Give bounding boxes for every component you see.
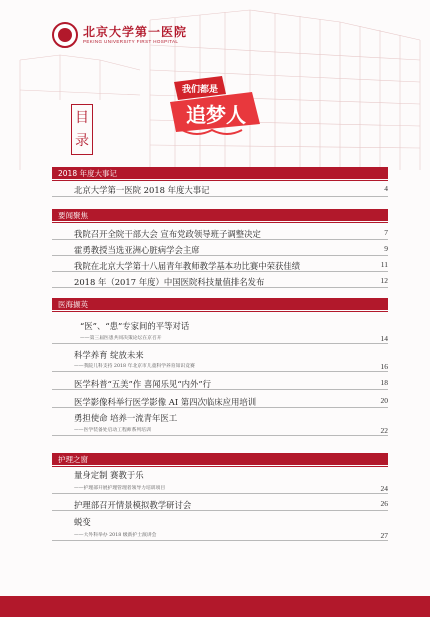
section-heading: 医海撷英	[52, 298, 388, 310]
section-news-focus	[52, 209, 388, 297]
section-annual-events	[52, 167, 388, 207]
toc-entry-subtitle-row	[52, 362, 388, 369]
toc-entry-title: “医”、“患”专家间的平等对话	[80, 321, 190, 331]
slogan-line-1: 我们都是	[182, 85, 219, 95]
section-heading: 护理之窗	[52, 453, 388, 465]
toc-title-char-2: 录	[75, 132, 89, 149]
toc-entry-title: 我院召开全院干部大会 宣布党政领导班子调整决定	[74, 229, 261, 239]
toc-entry-title: 蜕变	[74, 517, 91, 527]
toc-entry-page: 24	[380, 484, 388, 493]
toc-entry[interactable]	[52, 469, 388, 481]
toc-entry-page: 4	[384, 184, 388, 193]
toc-entry-subtitle: ——第三届医患共同决策论坛在京召开	[80, 336, 162, 341]
toc-entry-subtitle-row	[52, 531, 388, 538]
slogan-badge	[152, 72, 272, 140]
slogan-line-2: 追梦人	[186, 103, 246, 127]
toc-entry-title: 科学养育 绽放未来	[74, 350, 144, 360]
toc-entry-subtitle: ——医学装备处启动工程师系列培训	[74, 428, 151, 433]
toc-entry-subtitle-row	[52, 334, 388, 341]
toc-entry-subtitle: ——大外科举办 2018 级新护士演讲会	[74, 533, 157, 538]
section-medical-highlights	[52, 298, 388, 452]
toc-entry-page: 26	[380, 499, 388, 508]
toc-entry-subtitle-row	[52, 426, 388, 433]
toc-entry[interactable]	[52, 412, 388, 424]
toc-entry-page: 7	[384, 228, 388, 237]
section-nursing-window	[52, 453, 388, 553]
toc-entry-page: 20	[380, 396, 388, 405]
toc-entry-subtitle: ——我院儿科支持 2018 年北京市儿童科学养育知识竞赛	[74, 364, 195, 369]
toc-entry[interactable]	[52, 320, 388, 332]
toc-entry-subtitle: ——护理部开展护理管理者领导力培训项目	[74, 486, 166, 491]
hospital-seal-icon	[52, 22, 78, 48]
hospital-logo	[52, 22, 187, 48]
toc-entry-title: 北京大学第一医院 2018 年度大事记	[74, 185, 210, 195]
toc-entry-page: 14	[380, 334, 388, 343]
toc-entry-title: 勇担使命 培养一流青年医工	[74, 413, 178, 423]
section-heading: 2018 年度大事记	[52, 167, 388, 179]
toc-entry-title: 我院在北京大学第十八届青年教师教学基本功比赛中荣获佳绩	[74, 261, 301, 271]
toc-entry[interactable]	[52, 184, 388, 196]
toc-entry-title: 医学科普“五美”作 喜闻乐见“内外”行	[74, 379, 212, 389]
logo-english-name: PEKING UNIVERSITY FIRST HOSPITAL	[83, 39, 179, 44]
toc-entry-page: 9	[384, 244, 388, 253]
toc-entry-title: 霍勇教授当选亚洲心脏病学会主席	[74, 245, 200, 255]
logo-chinese-name: 北京大学第一医院	[83, 25, 188, 39]
toc-entry-page: 22	[380, 426, 388, 435]
toc-entry-page: 11	[380, 260, 388, 269]
section-heading: 要闻聚焦	[52, 209, 388, 221]
toc-entry-title: 护理部召开情景模拟教学研讨会	[74, 500, 192, 510]
toc-entry-page: 18	[380, 378, 388, 387]
toc-entry-title: 医学影像科举行医学影像 AI 第四次临床应用培训	[74, 397, 257, 407]
toc-entry-page: 16	[380, 362, 388, 371]
toc-entry-page: 27	[380, 531, 388, 540]
footer-bar	[0, 596, 430, 617]
toc-entry-page: 12	[380, 276, 388, 285]
toc-entry-title: 量身定制 赛教于乐	[74, 470, 144, 480]
toc-entry-title: 2018 年（2017 年度）中国医院科技量值排名发布	[74, 277, 265, 287]
toc-title	[71, 104, 93, 155]
toc-title-char-1: 目	[75, 110, 89, 127]
toc-entry[interactable]	[52, 516, 388, 528]
toc-entry-subtitle-row	[52, 484, 388, 491]
toc-entry[interactable]	[52, 349, 388, 361]
